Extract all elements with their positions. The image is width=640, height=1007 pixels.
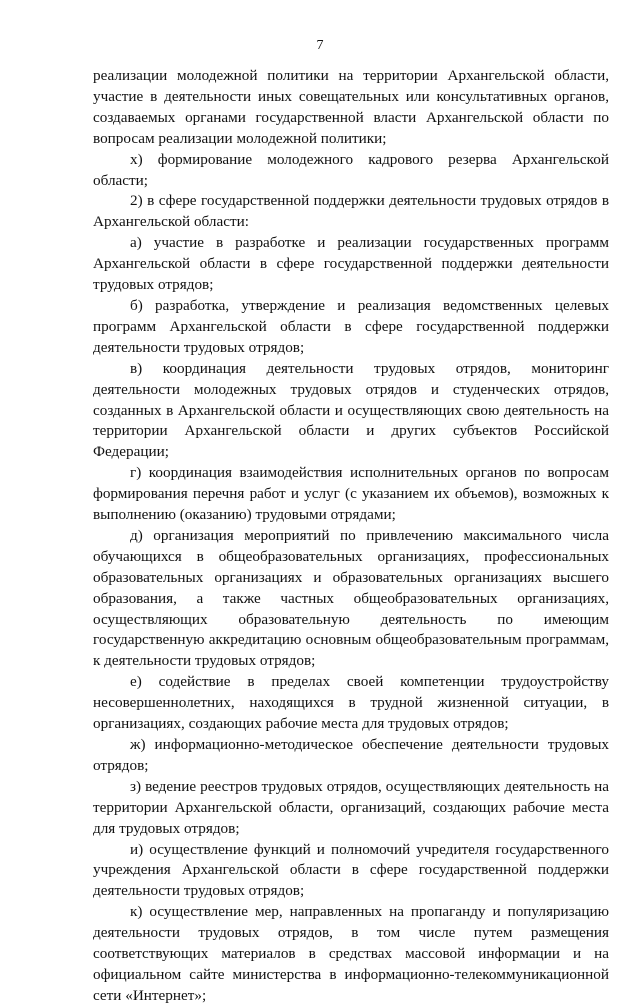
paragraph-item-v: в) координация деятельности трудовых отрядов, мониторинг деятельности молодежных трудовых отрядов и студенческих отрядов, созданных в Архангельской области и осуществляющих свою деятельность на территории Архангельской области и других субъектов Российской Федерации; bbox=[93, 359, 609, 461]
document-body bbox=[93, 66, 609, 1007]
paragraph-item-a: а) участие в разработке и реализации государственных программ Архангельской области в сфере государственной поддержки деятельности трудовых отрядов; bbox=[93, 234, 609, 294]
paragraph-item-zh: ж) информационно-методическое обеспечение деятельности трудовых отрядов; bbox=[93, 736, 609, 774]
paragraph-item-i: и) осуществление функций и полномочий учредителя государственного учреждения Архангельской области в сфере государственной поддержки деятельности трудовых отрядов; bbox=[93, 840, 609, 900]
paragraph-item-b: б) разработка, утверждение и реализация ведомственных целевых программ Архангельской области в сфере государственной поддержки деятельности трудовых отрядов; bbox=[93, 296, 609, 356]
paragraph-item-z: з) ведение реестров трудовых отрядов, осуществляющих деятельность на территории Архангельской области, организаций, создающих рабочие места для трудовых отрядов; bbox=[93, 777, 609, 837]
paragraph-item-kh: х) формирование молодежного кадрового резерва Архангельской области; bbox=[93, 150, 609, 189]
paragraph-item-d: д) организация мероприятий по привлечению максимального числа обучающихся в общеобразовательных организациях, профессиональных образовательных организациях и образовательных организациях высшего образования, а также частных общеобразовательных организациях, осуществляющих образовательную деятельность по имеющим государственную аккредитацию основным общеобразовательным программам, к деятельности трудовых отрядов; bbox=[93, 526, 609, 670]
page-number: 7 bbox=[316, 38, 324, 53]
paragraph-item-g: г) координация взаимодействия исполнительных органов по вопросам формирования перечня работ и услуг (с указанием их объемов), возможных к выполнению (оказанию) трудовыми отрядами; bbox=[93, 464, 609, 524]
paragraph-item-e: е) содействие в пределах своей компетенции трудоустройству несовершеннолетних, находящихся в трудной жизненной ситуации, в организациях, создающих рабочие места для трудовых отрядов; bbox=[93, 673, 609, 733]
paragraph-item-k: к) осуществление мер, направленных на пропаганду и популяризацию деятельности трудовых отрядов, в том числе путем размещения соответствующих материалов в средствах массовой информации и на официальном сайте министерства в информационно-телекоммуникационной сети «Интернет»; bbox=[93, 903, 609, 1004]
paragraph-continuation: реализации молодежной политики на территории Архангельской области, участие в деятельности иных совещательных или консультативных органов, создаваемых органами государственной власти Архангельской области по вопросам реализации молодежной политики; bbox=[93, 67, 609, 147]
paragraph-section-2: 2) в сфере государственной поддержки деятельности трудовых отрядов в Архангельской области: bbox=[93, 192, 609, 231]
